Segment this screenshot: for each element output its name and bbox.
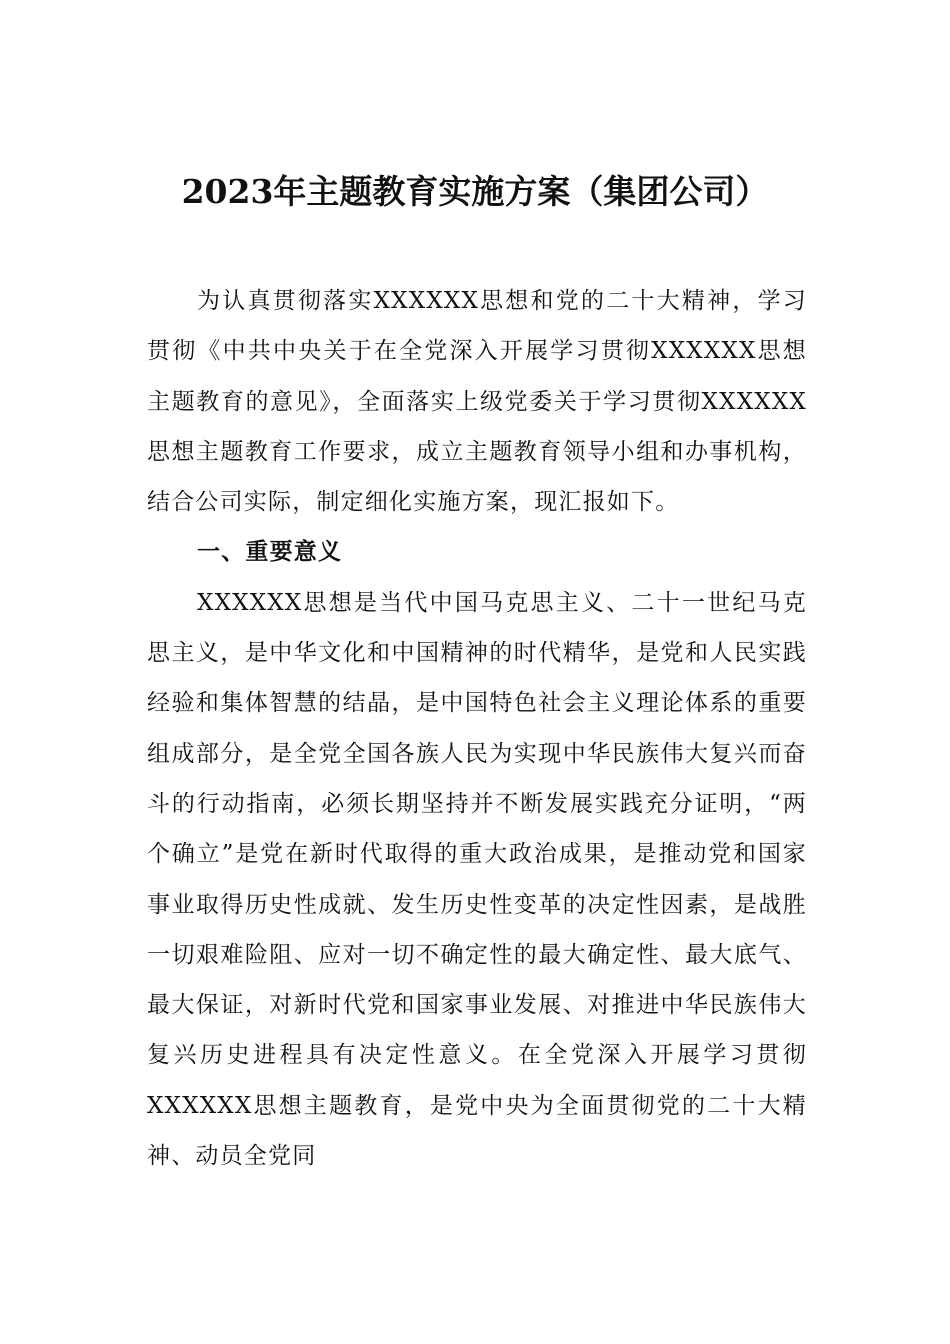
intro-paragraph: 为认真贯彻落实XXXXXX思想和党的二十大精神，学习贯彻《中共中央关于在全党深入开展学习贯彻XXXXXX思想主题教育的意见》，全面落实上级党委关于学习贯彻XXXXXX思想主题教育工作要求，成立主题教育领导小组和办事机构，结合公司实际，制定细化实施方案，现汇报如下。 bbox=[147, 288, 807, 516]
significance-paragraph: XXXXXX思想是当代中国马克思主义、二十一世纪马克思主义，是中华文化和中国精神的时代精华，是党和人民实践经验和集体智慧的结晶，是中国特色社会主义理论体系的重要组成部分，是全党全国各族人民为实现中华民族伟大复兴而奋斗的行动指南，必须长期坚持并不断发展实践充分证明，“两个确立”是党在新时代取得的重大政治成果，是推动党和国家事业取得历史性成就、发生历史性变革的决定性因素，是战胜一切艰难险阻、应对一切不确定性的最大确定性、最大底气、最大保证，对新时代党和国家事业发展、对推进中华民族伟大复兴历史进程具有决定性意义。在全党深入开展学习贯彻XXXXXX思想主题教育，是党中央为全面贯彻党的二十大精神、动员全党同 bbox=[147, 589, 807, 1170]
document-title: 2023年主题教育实施方案（集团公司） bbox=[181, 172, 769, 211]
section-heading-significance: 一、重要意义 bbox=[197, 538, 343, 566]
document-body bbox=[147, 276, 807, 1181]
